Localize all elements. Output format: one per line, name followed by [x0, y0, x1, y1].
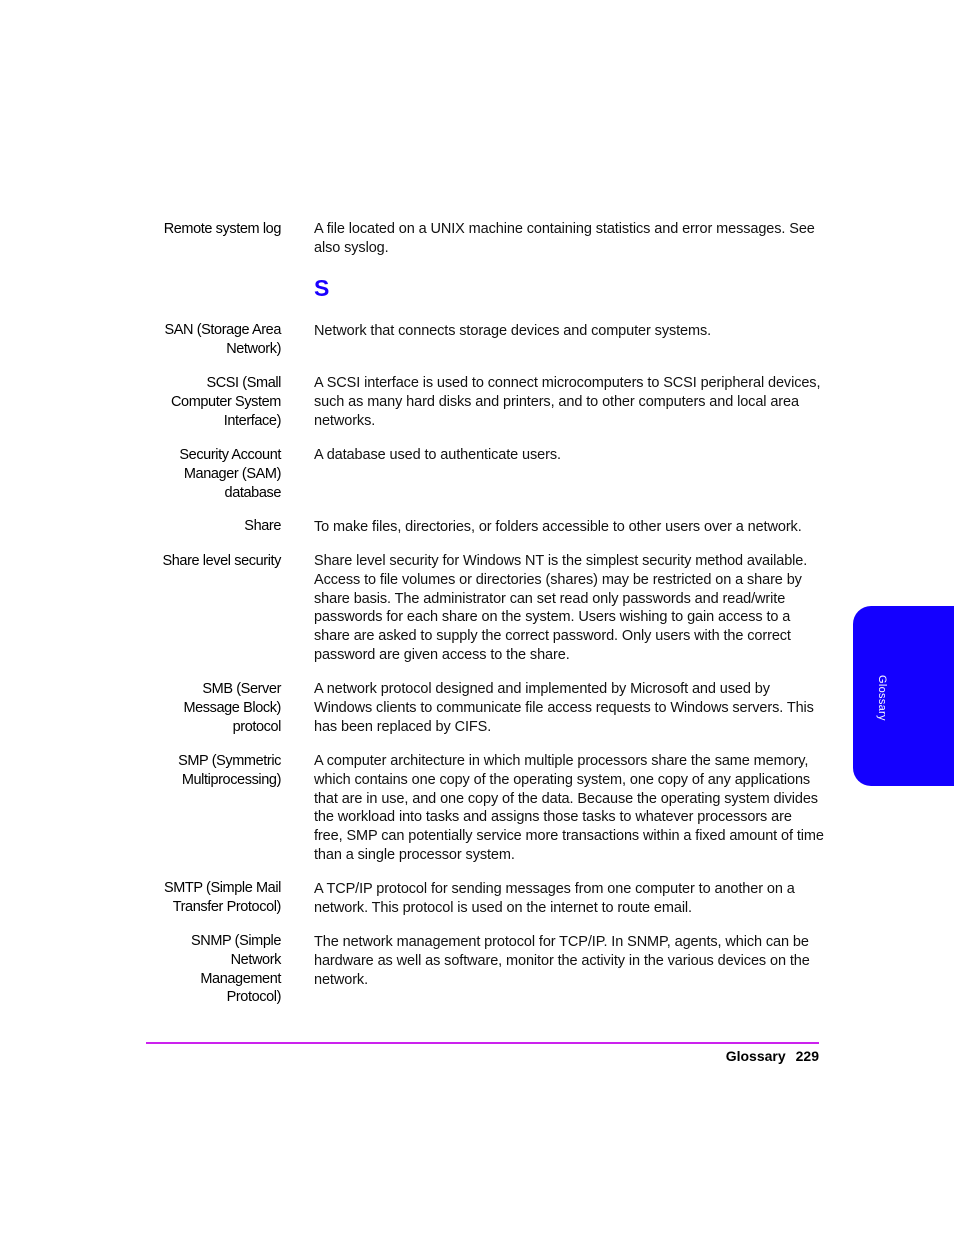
glossary-term: SMB (Server Message Block) protocol: [183, 681, 281, 735]
section-letter: S: [314, 275, 330, 301]
glossary-term: SAN (Storage Area Network): [164, 322, 281, 357]
page-footer: [600, 1048, 819, 1064]
glossary-definition: Network that connects storage devices and computer systems.: [314, 323, 712, 339]
glossary-term: SNMP (Simple Network Management Protocol): [190, 933, 281, 1006]
footer-rule: [146, 1042, 819, 1044]
glossary-term: Remote system log: [163, 221, 281, 237]
glossary-term: SMP (Symmetric Multiprocessing): [178, 753, 281, 788]
chapter-side-tab: [853, 606, 954, 786]
glossary-definition: A network protocol designed and implemented by Microsoft and used by Windows clients to communicate file access requests to Windows servers. This has been replaced by CIFS.: [314, 681, 814, 735]
glossary-definition: To make files, directories, or folders accessible to other users over a network.: [314, 519, 802, 535]
side-tab-label: Glossary: [876, 675, 888, 721]
glossary-definition: A database used to authenticate users.: [314, 447, 561, 463]
glossary-term: SCSI (Small Computer System Interface): [170, 375, 281, 429]
glossary-term: Security Account Manager (SAM) database: [179, 447, 281, 501]
glossary-definition: A file located on a UNIX machine containing statistics and error messages. See also syslog.: [314, 221, 815, 256]
glossary-term: SMTP (Simple Mail Transfer Protocol): [163, 880, 281, 915]
glossary-term: Share: [244, 518, 281, 534]
glossary-term: Share level security: [162, 553, 281, 569]
footer-section-title: Glossary: [725, 1048, 786, 1064]
glossary-definition: A SCSI interface is used to connect microcomputers to SCSI peripheral devices, such as many hard disks and printers, and to other computers and local area networks.: [314, 375, 821, 429]
glossary-definition: A TCP/IP protocol for sending messages from one computer to another on a network. This protocol is used on the internet to route email.: [314, 881, 795, 916]
glossary-definition: Share level security for Windows NT is the simplest security method available. Access to file volumes or directories (shares) may be restricted on a share by share basis. The administrator can set read only passwords and read/write passwords for each share on the system. Users wishing to gain access to a share are asked to supply the correct password. Only users with the correct password are given access to the share.: [314, 553, 808, 663]
glossary-definition: The network management protocol for TCP/IP. In SNMP, agents, which can be hardware as well as software, monitor the activity in the various devices on the network.: [314, 934, 810, 988]
page-number: 229: [795, 1048, 819, 1064]
glossary-definition: A computer architecture in which multiple processors share the same memory, which contains one copy of the operating system, one copy of any applications that are in use, and one copy of the data. Because the operating system divides the workload into tasks and assigns those tasks to whatever processors are free, SMP can potentially service more transactions within a fixed amount of time than a single processor system.: [314, 753, 824, 863]
